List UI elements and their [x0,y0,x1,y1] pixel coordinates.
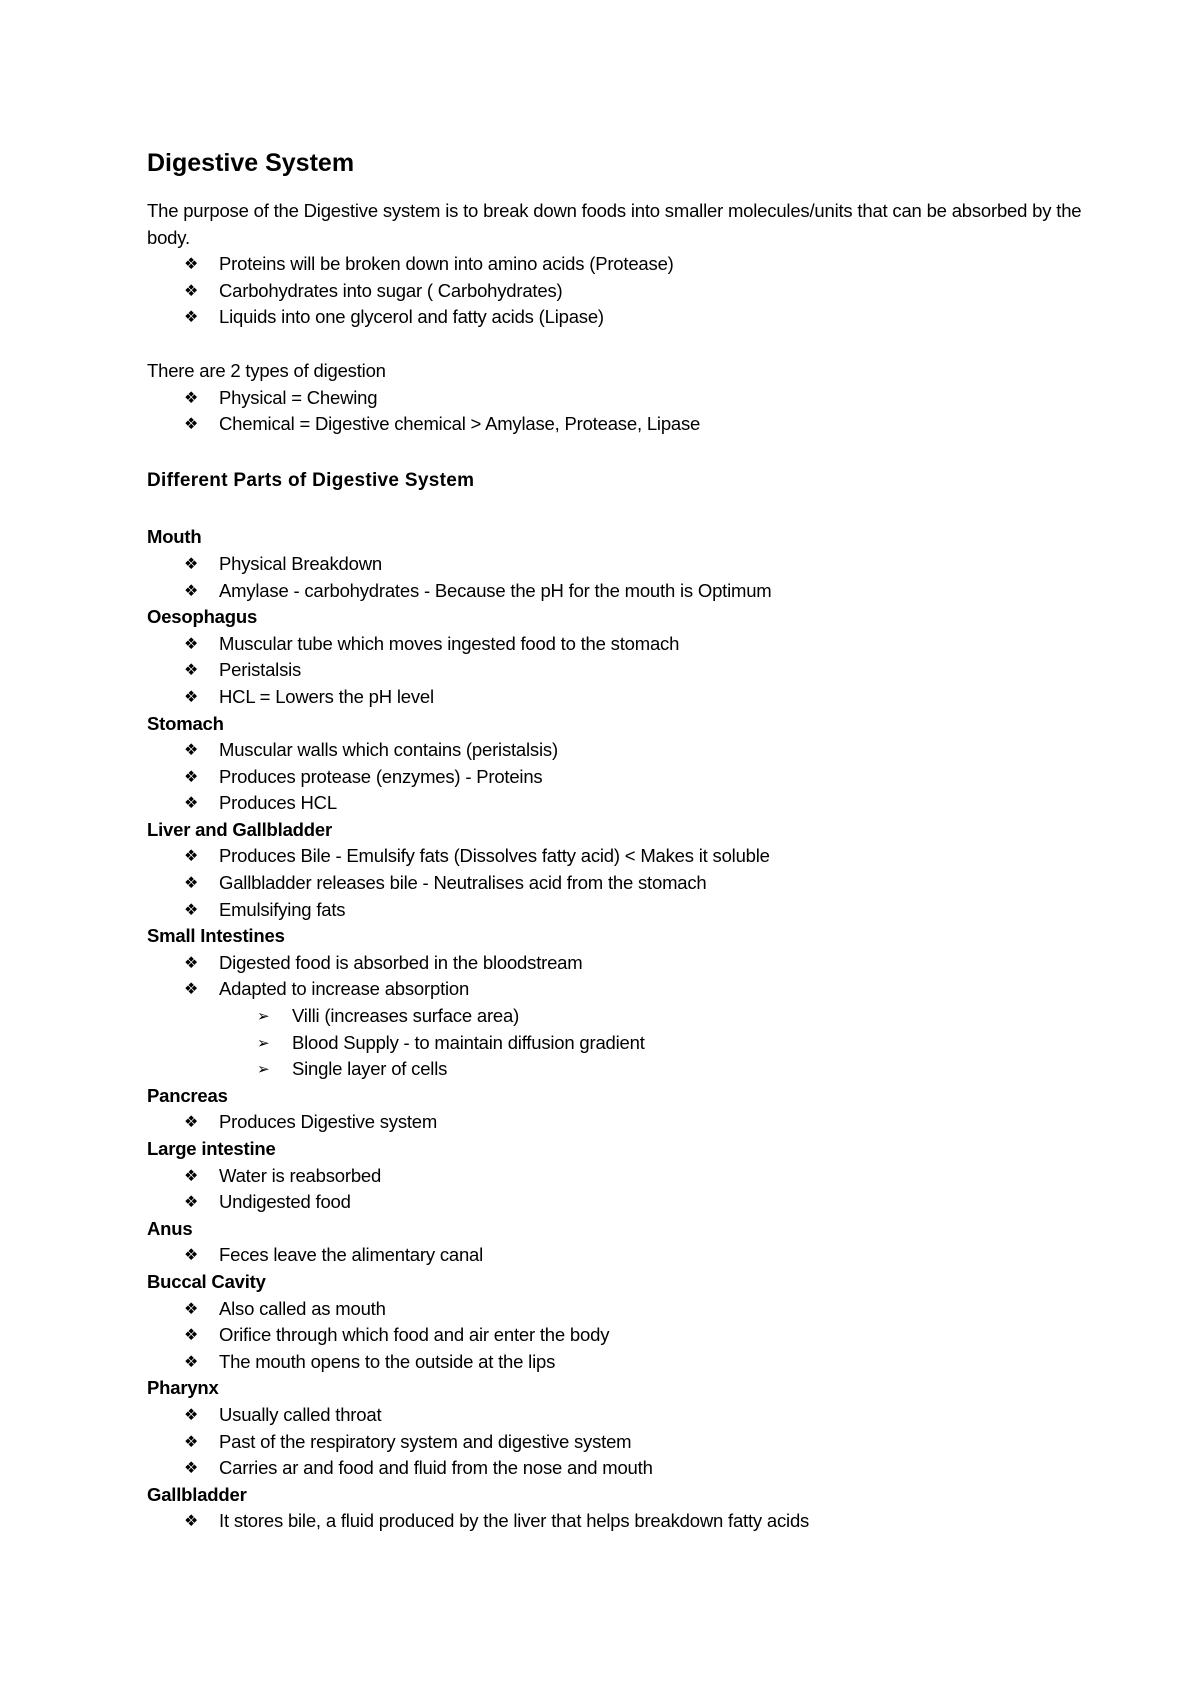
list-item-text: Single layer of cells [292,1058,448,1080]
list-item-text: Adapted to increase absorption [219,978,470,1000]
list-item-text: HCL = Lowers the pH level [219,685,434,707]
section-bullet-list [147,737,1100,817]
list-item [147,1508,1100,1535]
list-item [147,764,1100,791]
list-item-text: Usually called throat [219,1403,382,1425]
section [147,1269,1100,1375]
list-item-text: Carries ar and food and fluid from the nose and mouth [219,1457,653,1479]
section-bullet-list [147,1402,1100,1482]
section [147,1216,1100,1269]
section-bullet-list [147,950,1100,1083]
diamond-bullet-icon: ❖ [184,307,199,327]
diamond-bullet-icon: ❖ [184,387,199,407]
section-heading: Pharynx [147,1377,219,1399]
section-heading: Gallbladder [147,1483,247,1505]
list-item-text: Produces Digestive system [219,1111,438,1133]
arrow-bullet-icon: ➢ [257,1060,270,1079]
list-item [147,1349,1100,1376]
diamond-bullet-icon: ❖ [184,899,199,919]
section-heading: Anus [147,1217,193,1239]
list-item [147,385,1100,412]
section-bullet-list [147,631,1100,711]
section-heading: Liver and Gallbladder [147,818,332,840]
sub-list-item [147,1056,1100,1083]
intro-paragraph: The purpose of the Digestive system is to break down foods into smaller molecules/units that can be absorbed by the body. [147,200,1082,248]
list-item-text: Orifice through which food and air enter the body [219,1324,610,1346]
diamond-bullet-icon: ❖ [184,873,199,893]
list-item-text: Villi (increases surface area) [292,1005,520,1027]
diamond-bullet-icon: ❖ [184,1351,199,1371]
list-item-text: Physical Breakdown [219,552,382,574]
list-item [147,790,1100,817]
diamond-bullet-icon: ❖ [184,740,199,760]
section-heading: Small Intestines [147,925,285,947]
list-item-text: Emulsifying fats [219,898,346,920]
types-heading: There are 2 types of digestion [147,359,386,381]
section-bullet-list [147,1109,1100,1136]
section-heading: Pancreas [147,1084,228,1106]
diamond-bullet-icon: ❖ [184,254,199,274]
diamond-bullet-icon: ❖ [184,952,199,972]
list-item-text: Feces leave the alimentary canal [219,1244,484,1266]
list-item [147,1455,1100,1482]
section-heading: Large intestine [147,1138,276,1159]
sections-container [147,524,1100,1535]
types-bullet-list [147,385,1100,438]
list-item-text: Carbohydrates into sugar ( Carbohydrates) [219,279,563,301]
list-item [147,578,1100,605]
diamond-bullet-icon: ❖ [184,1165,199,1185]
list-item-text: Produces Bile - Emulsify fats (Dissolves fatty acid) < Makes it soluble [219,845,770,867]
list-item-text: Undigested food [219,1191,351,1213]
list-item [147,870,1100,897]
list-item [147,304,1100,331]
diamond-bullet-icon: ❖ [184,686,199,706]
list-item-text: Liquids into one glycerol and fatty acids (Lipase) [219,306,604,328]
section [147,524,1100,604]
parts-heading: Different Parts of Digestive System [147,469,475,491]
list-item-text: Digested food is absorbed in the bloodstream [219,951,583,973]
section-heading: Stomach [147,712,224,734]
diamond-bullet-icon: ❖ [184,633,199,653]
list-item-text: Amylase - carbohydrates - Because the pH for the mouth is Optimum [219,579,772,601]
section-bullet-list [147,551,1100,604]
section [147,923,1100,1083]
diamond-bullet-icon: ❖ [184,1298,199,1318]
list-item [147,897,1100,924]
section-heading: Buccal Cavity [147,1270,266,1292]
list-item [147,657,1100,684]
list-item [147,950,1100,977]
diamond-bullet-icon: ❖ [184,1112,199,1132]
list-item [147,631,1100,658]
diamond-bullet-icon: ❖ [184,1404,199,1424]
list-item [147,1296,1100,1323]
diamond-bullet-icon: ❖ [184,580,199,600]
section-bullet-list [147,1508,1100,1535]
list-item [147,1109,1100,1136]
diamond-bullet-icon: ❖ [184,979,199,999]
section [147,604,1100,710]
section [147,1482,1100,1535]
section [147,1375,1100,1481]
section-bullet-list [147,1242,1100,1269]
list-item-text: Water is reabsorbed [219,1164,382,1186]
list-item [147,1322,1100,1349]
list-item-text: Muscular walls which contains (peristalsis) [219,739,558,761]
section-heading: Oesophagus [147,606,258,628]
diamond-bullet-icon: ❖ [184,1245,199,1265]
list-item-text: Chemical = Digestive chemical > Amylase, Protease, Lipase [219,413,701,435]
list-item-text: Peristalsis [219,659,302,681]
list-item-text: Past of the respiratory system and digestive system [219,1430,632,1452]
arrow-bullet-icon: ➢ [257,1007,270,1026]
list-item-text: Proteins will be broken down into amino acids (Protease) [219,253,674,275]
document-title: Digestive System [147,149,355,177]
section [147,1136,1100,1216]
diamond-bullet-icon: ❖ [184,1511,199,1531]
section [147,817,1100,923]
diamond-bullet-icon: ❖ [184,553,199,573]
list-item [147,1163,1100,1190]
list-item [147,278,1100,305]
list-item-text: Muscular tube which moves ingested food to the stomach [219,632,680,654]
list-item-text: Also called as mouth [219,1297,386,1319]
section-bullet-list [147,1296,1100,1376]
list-item-text: Produces protease (enzymes) - Proteins [219,765,543,787]
diamond-bullet-icon: ❖ [184,660,199,680]
list-item [147,411,1100,438]
diamond-bullet-icon: ❖ [184,414,199,434]
diamond-bullet-icon: ❖ [184,1431,199,1451]
diamond-bullet-icon: ❖ [184,846,199,866]
diamond-bullet-icon: ❖ [184,1458,199,1478]
list-item-text: The mouth opens to the outside at the lips [219,1350,556,1372]
diamond-bullet-icon: ❖ [184,280,199,300]
arrow-bullet-icon: ➢ [257,1033,270,1052]
list-item-text: Gallbladder releases bile - Neutralises acid from the stomach [219,872,707,894]
section-bullet-list [147,1163,1100,1216]
list-item [147,1242,1100,1269]
list-item [147,976,1100,1003]
section [147,1083,1100,1136]
list-item [147,251,1100,278]
list-item-text: Blood Supply - to maintain diffusion gradient [292,1031,645,1053]
sub-list-item [147,1030,1100,1057]
list-item [147,1402,1100,1429]
list-item-text: Physical = Chewing [219,386,378,408]
list-item [147,1429,1100,1456]
list-item [147,737,1100,764]
sub-list-item [147,1003,1100,1030]
list-item [147,843,1100,870]
list-item [147,551,1100,578]
list-item-text: Produces HCL [219,792,337,814]
list-item [147,1189,1100,1216]
diamond-bullet-icon: ❖ [184,793,199,813]
intro-bullet-list [147,251,1100,331]
section [147,711,1100,817]
diamond-bullet-icon: ❖ [184,1192,199,1212]
diamond-bullet-icon: ❖ [184,1325,199,1345]
list-item-text: It stores bile, a fluid produced by the liver that helps breakdown fatty acids [219,1510,810,1532]
diamond-bullet-icon: ❖ [184,766,199,786]
section-heading: Mouth [147,526,202,548]
spacer [147,331,1100,358]
section-bullet-list [147,843,1100,923]
list-item [147,684,1100,711]
